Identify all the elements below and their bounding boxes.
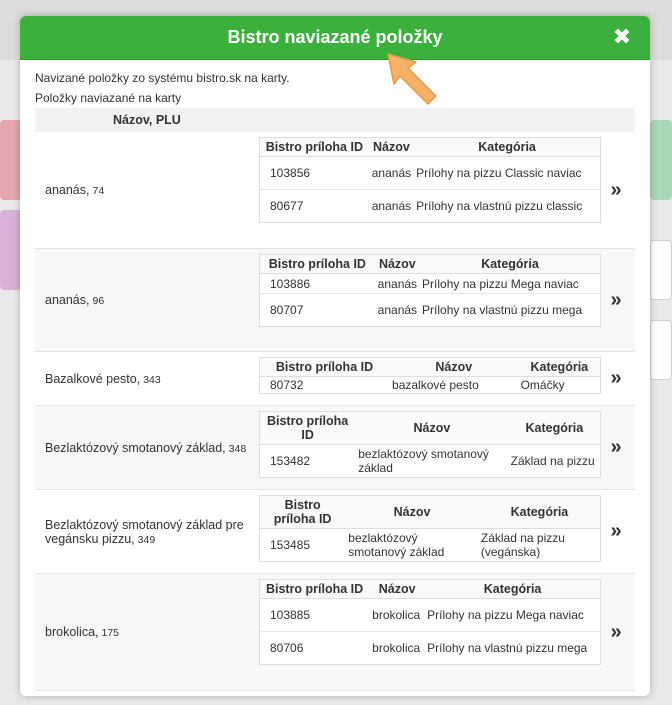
column-header-id: Bistro príloha ID <box>260 358 390 377</box>
linked-item-row <box>35 249 635 352</box>
linked-id: 80706 <box>270 641 304 655</box>
linked-items-table <box>259 495 601 562</box>
linked-name: ananás <box>369 157 414 190</box>
linked-name: bezlaktózový smotanový základ <box>358 447 489 475</box>
linked-category: Prílohy na vlastnú pizzu mega <box>427 641 588 655</box>
background-tile <box>0 210 22 290</box>
dialog-header <box>20 16 650 60</box>
column-header-name-plu: Názov, PLU <box>35 108 635 132</box>
linked-category: Prílohy na vlastnú pizzu mega <box>422 303 583 317</box>
column-header-category: Kategória <box>425 580 600 599</box>
table-row <box>260 190 601 223</box>
open-item-button[interactable]: » <box>610 620 622 643</box>
linked-id: 153482 <box>270 454 311 468</box>
linked-items-table <box>259 254 601 327</box>
linked-category: Prílohy na pizzu Mega naviac <box>425 599 600 632</box>
linked-id: 103856 <box>260 157 369 190</box>
linked-name: brokolica <box>369 599 425 632</box>
background-tile <box>650 320 672 380</box>
item-plu: 74 <box>92 185 105 197</box>
column-header-name: Názov <box>375 255 420 274</box>
dialog-title: Bistro naviazané položky <box>227 27 443 47</box>
item-plu: 96 <box>92 295 105 307</box>
linked-items-table <box>259 137 601 223</box>
linked-item-row <box>35 132 635 249</box>
item-name-text: Bezlaktózový smotanový základ pre vegánsku pizzu, <box>45 517 244 546</box>
table-row <box>260 632 601 665</box>
item-name-text: ananás, <box>45 183 90 197</box>
table-row <box>260 599 601 632</box>
item-name <box>45 249 255 351</box>
column-header-id: Bistro príloha ID <box>260 496 346 529</box>
linked-id: 80732 <box>270 378 304 392</box>
item-name <box>45 574 255 690</box>
dialog-body <box>20 60 650 691</box>
column-header-name: Názov <box>369 138 414 157</box>
linked-items-table <box>259 357 601 394</box>
column-header-id: Bistro príloha ID <box>260 255 375 274</box>
open-item-button[interactable]: » <box>610 178 622 201</box>
background-tile <box>650 120 672 200</box>
column-header-id: Bistro príloha ID <box>260 580 370 599</box>
column-header-category: Kategória <box>414 138 600 157</box>
linked-item-row <box>35 490 635 574</box>
table-row <box>260 274 601 294</box>
linked-name: ananás <box>375 274 420 294</box>
item-name-text: ananás, <box>45 293 90 307</box>
open-item-button[interactable]: » <box>610 288 622 311</box>
item-name <box>45 352 255 405</box>
item-plu: 348 <box>228 442 247 455</box>
table-row <box>260 445 601 478</box>
linked-items-list <box>35 132 635 691</box>
column-header-category: Kategória <box>479 496 601 529</box>
item-plu: 175 <box>101 627 120 639</box>
column-header-category: Kategória <box>519 358 601 377</box>
linked-id: 80707 <box>270 303 304 317</box>
linked-name: ananás <box>377 303 418 317</box>
linked-name: bazalkové pesto <box>392 378 479 392</box>
intro-text-2: Položky naviazané na karty <box>35 91 182 105</box>
linked-item-row <box>35 406 635 490</box>
linked-category: Prílohy na pizzu Classic naviac <box>414 157 600 190</box>
linked-name: ananás <box>371 199 412 213</box>
table-row <box>260 377 601 394</box>
column-header-category: Kategória <box>509 412 601 445</box>
linked-category: Omáčky <box>520 378 565 392</box>
item-name-text: Bazalkové pesto, <box>45 371 141 386</box>
linked-item-row <box>35 352 635 406</box>
column-header-name: Názov <box>355 412 508 445</box>
item-plu: 343 <box>143 373 161 386</box>
table-row <box>260 294 601 327</box>
linked-id: 103885 <box>260 599 370 632</box>
column-header-name: Názov <box>345 496 479 529</box>
item-name-text: brokolica, <box>45 625 99 639</box>
linked-items-dialog <box>20 16 650 696</box>
table-row <box>260 529 601 562</box>
linked-category: Základ na pizzu <box>510 454 595 468</box>
open-item-button[interactable]: » <box>610 520 622 542</box>
linked-id: 103886 <box>260 274 375 294</box>
table-row <box>260 157 601 190</box>
column-header-id: Bistro príloha ID <box>260 412 356 445</box>
linked-name: brokolica <box>372 641 421 655</box>
linked-name: bezlaktózový smotanový základ <box>348 531 445 559</box>
item-name <box>45 406 255 489</box>
linked-id: 153485 <box>270 538 311 552</box>
linked-items-table <box>259 579 601 665</box>
linked-item-row <box>35 574 635 691</box>
column-header-name: Názov <box>369 580 425 599</box>
item-plu: 349 <box>137 533 156 546</box>
linked-items-table <box>259 411 601 478</box>
column-header-name: Názov <box>389 358 519 377</box>
column-header-id: Bistro príloha ID <box>260 138 369 157</box>
background-tile <box>650 240 672 300</box>
linked-id: 80677 <box>270 199 304 213</box>
background-tile <box>0 120 22 200</box>
column-header-category: Kategória <box>420 255 600 274</box>
close-icon[interactable]: ✖ <box>612 24 632 49</box>
item-name <box>45 490 255 573</box>
item-name <box>45 132 255 248</box>
pointer-arrow-icon <box>382 50 442 114</box>
item-name-text: Bezlaktózový smotanový základ, <box>45 440 226 455</box>
linked-category: Prílohy na vlastnú pizzu classic <box>416 199 583 213</box>
linked-category: Prílohy na pizzu Mega naviac <box>420 274 600 294</box>
open-item-button[interactable]: » <box>610 436 622 458</box>
open-item-button[interactable]: » <box>610 367 622 389</box>
intro-text-1: Navizané položky zo systému bistro.sk na karty. <box>35 71 290 85</box>
linked-category: Základ na pizzu (vegánska) <box>480 531 565 559</box>
